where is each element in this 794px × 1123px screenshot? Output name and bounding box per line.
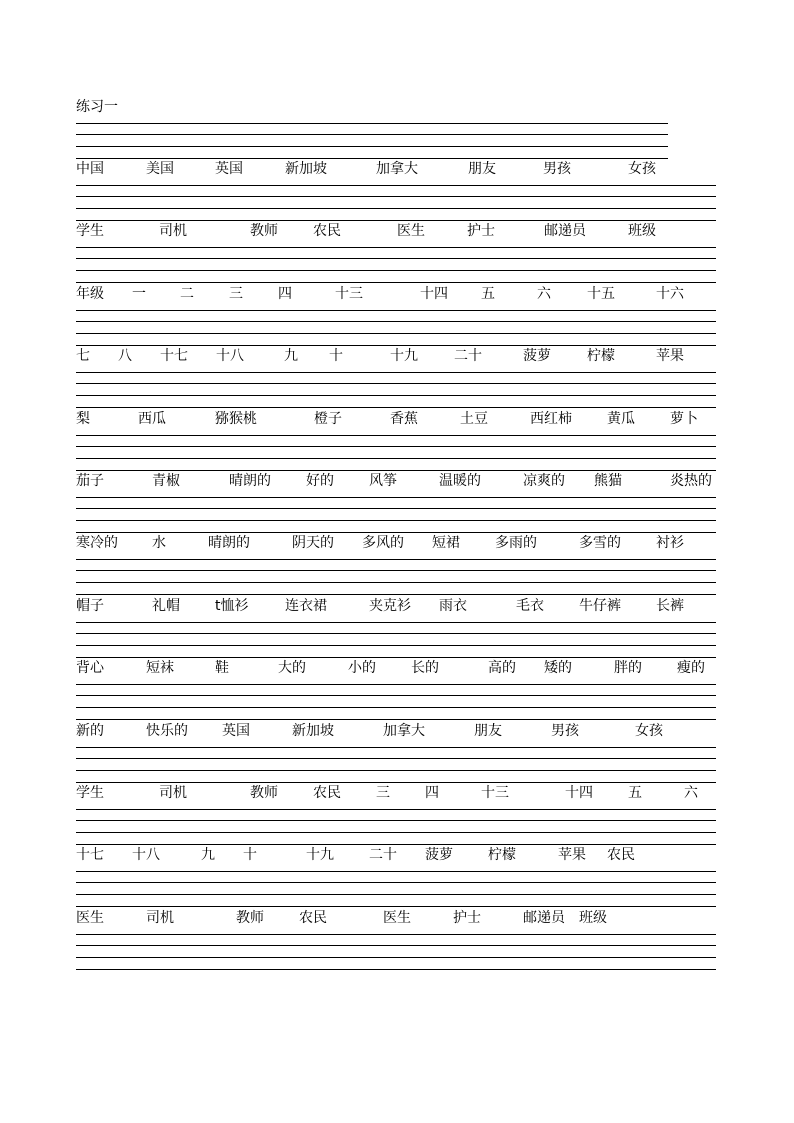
vocab-word: 四	[425, 785, 439, 801]
rule-line	[76, 844, 716, 845]
rule-line	[76, 208, 716, 209]
rule-line	[76, 871, 716, 872]
vocab-word: 男孩	[551, 723, 579, 739]
vocab-word: 多雨的	[495, 535, 537, 551]
vocab-word: 一	[132, 286, 146, 302]
vocab-word: 农民	[299, 910, 327, 926]
vocab-word: 熊猫	[594, 473, 622, 489]
rule-line	[76, 446, 716, 447]
rule-line	[76, 310, 716, 311]
rule-line	[76, 321, 716, 322]
vocab-word: 九	[284, 348, 298, 364]
vocab-word: 六	[684, 785, 698, 801]
vocab-word: 阴天的	[292, 535, 334, 551]
rule-line	[76, 508, 716, 509]
vocab-word: 十九	[390, 348, 418, 364]
vocab-word: 中国	[76, 161, 104, 177]
vocab-word: 柠檬	[488, 847, 516, 863]
vocab-word: 连衣裙	[285, 598, 327, 614]
vocab-word: 加拿大	[376, 161, 418, 177]
vocab-word: 加拿大	[383, 723, 425, 739]
rule-line	[76, 383, 716, 384]
rule-line	[76, 747, 716, 748]
rule-line	[76, 435, 716, 436]
vocab-word: 十八	[216, 348, 244, 364]
vocab-word: 高的	[488, 660, 516, 676]
rule-line	[76, 570, 716, 571]
vocab-word: 菠萝	[523, 348, 551, 364]
vocab-word: 炎热的	[670, 473, 712, 489]
vocab-word: 衬衫	[656, 535, 684, 551]
vocab-word: 朋友	[474, 723, 502, 739]
vocab-word: 快乐的	[146, 723, 188, 739]
vocab-word: 背心	[76, 660, 104, 676]
vocab-word: 学生	[76, 785, 104, 801]
rule-line	[76, 882, 716, 883]
rule-line	[76, 657, 716, 658]
vocab-word: 青椒	[152, 473, 180, 489]
vocab-word: 长裤	[656, 598, 684, 614]
vocab-word: 短袜	[146, 660, 174, 676]
vocab-word: 帽子	[76, 598, 104, 614]
vocab-word: 女孩	[635, 723, 663, 739]
vocab-word: 梨	[76, 411, 90, 427]
vocab-word: 医生	[76, 910, 104, 926]
rule-line	[76, 684, 716, 685]
vocab-word: 毛衣	[516, 598, 544, 614]
rule-line	[76, 185, 716, 186]
vocab-word: 护士	[467, 223, 495, 239]
rule-line	[76, 372, 716, 373]
vocab-word: 二十	[369, 847, 397, 863]
vocab-word: 八	[118, 348, 132, 364]
vocab-word: 萝卜	[670, 411, 698, 427]
vocab-word: 黄瓜	[607, 411, 635, 427]
vocab-word: 夹克衫	[369, 598, 411, 614]
vocab-word: 农民	[313, 785, 341, 801]
rule-line	[76, 407, 716, 408]
vocab-word: 三	[229, 286, 243, 302]
vocab-word: 胖的	[614, 660, 642, 676]
rule-line	[76, 809, 716, 810]
rule-line	[76, 196, 716, 197]
vocab-word: 瘦的	[677, 660, 705, 676]
vocab-word: 美国	[146, 161, 174, 177]
vocab-word: 十	[329, 348, 343, 364]
title-rule-line	[76, 123, 668, 124]
rule-line	[76, 220, 716, 221]
rule-line	[76, 758, 716, 759]
rule-line	[76, 695, 716, 696]
rule-line	[76, 395, 716, 396]
vocab-word: 凉爽的	[523, 473, 565, 489]
rule-line	[76, 945, 716, 946]
vocab-word: 雨衣	[439, 598, 467, 614]
title-rule-line	[76, 134, 668, 135]
vocab-word: 矮的	[544, 660, 572, 676]
vocab-word: 十九	[306, 847, 334, 863]
vocab-word: 教师	[250, 223, 278, 239]
vocab-word: 多雪的	[579, 535, 621, 551]
rule-line	[76, 832, 716, 833]
vocab-word: 寒冷的	[76, 535, 118, 551]
rule-line	[76, 520, 716, 521]
vocab-word: 司机	[159, 785, 187, 801]
vocab-word: 土豆	[460, 411, 488, 427]
rule-line	[76, 906, 716, 907]
vocab-word: 二十	[454, 348, 482, 364]
vocab-word: 长的	[411, 660, 439, 676]
vocab-word: 七	[76, 348, 90, 364]
rule-line	[76, 934, 716, 935]
vocab-word: 学生	[76, 223, 104, 239]
vocab-word: 十六	[656, 286, 684, 302]
title-rule-line	[76, 146, 668, 147]
vocab-word: 西瓜	[138, 411, 166, 427]
vocab-word: 新加坡	[292, 723, 334, 739]
vocab-word: 多风的	[362, 535, 404, 551]
vocab-word: 鞋	[215, 660, 229, 676]
vocab-word: 小的	[348, 660, 376, 676]
vocab-word: 牛仔裤	[579, 598, 621, 614]
rule-line	[76, 333, 716, 334]
vocab-word: 新加坡	[285, 161, 327, 177]
vocab-word: 女孩	[628, 161, 656, 177]
vocab-word: 晴朗的	[208, 535, 250, 551]
vocab-word: 教师	[250, 785, 278, 801]
vocab-word: 新的	[76, 723, 104, 739]
vocab-word: 朋友	[468, 161, 496, 177]
vocab-word: 西红柿	[530, 411, 572, 427]
vocab-word: 十七	[76, 847, 104, 863]
vocab-word: 医生	[397, 223, 425, 239]
vocab-word: 英国	[222, 723, 250, 739]
rule-line	[76, 247, 716, 248]
vocab-word: 男孩	[543, 161, 571, 177]
rule-line	[76, 470, 716, 471]
rule-line	[76, 258, 716, 259]
vocab-word: 英国	[215, 161, 243, 177]
vocab-word: 苹果	[656, 348, 684, 364]
rule-line	[76, 894, 716, 895]
vocab-word: 十五	[587, 286, 615, 302]
page-title: 练习一	[76, 99, 118, 115]
vocab-word: 护士	[453, 910, 481, 926]
vocab-word: 风筝	[369, 473, 397, 489]
vocab-word: 十八	[132, 847, 160, 863]
vocab-word: 大的	[278, 660, 306, 676]
vocab-word: 柠檬	[587, 348, 615, 364]
vocab-word: 猕猴桃	[215, 411, 257, 427]
vocab-word: 晴朗的	[229, 473, 271, 489]
rule-line	[76, 782, 716, 783]
rule-line	[76, 497, 716, 498]
vocab-word: 四	[278, 286, 292, 302]
vocab-word: 年级	[76, 286, 104, 302]
rule-line	[76, 707, 716, 708]
rule-line	[76, 622, 716, 623]
title-rule-line	[76, 158, 668, 159]
vocab-word: 班级	[579, 910, 607, 926]
rule-line	[76, 633, 716, 634]
vocab-word: 茄子	[76, 473, 104, 489]
vocab-word: 短裙	[432, 535, 460, 551]
vocab-word: 十四	[565, 785, 593, 801]
vocab-word: 礼帽	[152, 598, 180, 614]
vocab-word: 邮递员	[523, 910, 565, 926]
vocab-word: 十三	[335, 286, 363, 302]
vocab-word: 五	[628, 785, 642, 801]
rule-line	[76, 957, 716, 958]
vocab-word: 司机	[159, 223, 187, 239]
vocab-word: 司机	[146, 910, 174, 926]
rule-line	[76, 282, 716, 283]
rule-line	[76, 719, 716, 720]
rule-line	[76, 770, 716, 771]
rule-line	[76, 969, 716, 970]
vocab-word: 六	[537, 286, 551, 302]
vocab-word: 香蕉	[390, 411, 418, 427]
rule-line	[76, 594, 716, 595]
vocab-word: 菠萝	[425, 847, 453, 863]
rule-line	[76, 645, 716, 646]
vocab-word: 好的	[306, 473, 334, 489]
vocab-word: 橙子	[314, 411, 342, 427]
vocab-word: 教师	[236, 910, 264, 926]
vocab-word: 十	[243, 847, 257, 863]
vocab-word: 九	[201, 847, 215, 863]
rule-line	[76, 820, 716, 821]
rule-line	[76, 345, 716, 346]
vocab-word: 水	[152, 535, 166, 551]
vocab-word: 班级	[628, 223, 656, 239]
vocab-word: 十七	[160, 348, 188, 364]
rule-line	[76, 270, 716, 271]
vocab-word: 五	[481, 286, 495, 302]
vocab-word: 医生	[383, 910, 411, 926]
rule-line	[76, 559, 716, 560]
vocab-word: 农民	[313, 223, 341, 239]
rule-line	[76, 532, 716, 533]
vocab-word: 十三	[481, 785, 509, 801]
vocab-word: 二	[180, 286, 194, 302]
vocab-word: 十四	[420, 286, 448, 302]
vocab-word: 邮递员	[544, 223, 586, 239]
rule-line	[76, 582, 716, 583]
vocab-word: 温暖的	[439, 473, 481, 489]
vocab-word: 三	[376, 785, 390, 801]
vocab-word: 农民	[607, 847, 635, 863]
vocab-word: 苹果	[558, 847, 586, 863]
rule-line	[76, 458, 716, 459]
vocab-word: t恤衫	[215, 598, 249, 614]
